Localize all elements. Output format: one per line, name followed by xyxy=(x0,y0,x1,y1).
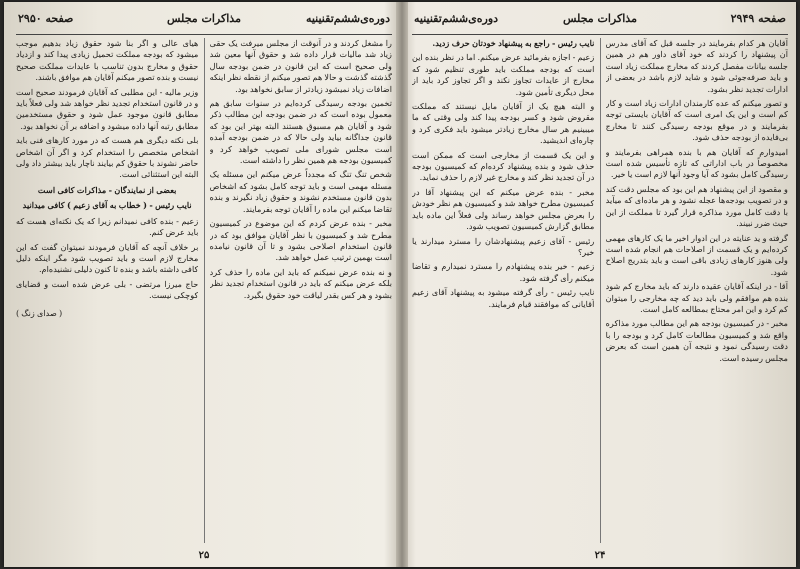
paragraph: بلی نکته دیگری هم هست که در مورد کارهای فنی باید اشخاص متخصص را استخدام کرد و اگر آن اشخاص حاضر نشوند با حقوق کم بیایند ناچار باید بیشتر داد ولی البته این استثنائی است. xyxy=(16,135,199,180)
paragraph: نایب رئیس - رأی گرفته میشود به پیشنهاد آقای زعیم آقایانی که موافقند قیام فرمایند. xyxy=(412,287,595,309)
paragraph: و تصور میکنم که عده کارمندان ادارات زیاد است و کار کم است و این یک امری است که آقایان بایستی توجه بفرمایند و در موقع بودجه رسیدگی کنند تا مخارج بی‌فایده از بودجه حذف شود. xyxy=(605,98,788,143)
interjection: بعضی از نمایندگان - مذاکرات کافی است xyxy=(37,184,177,195)
left-page-column-2 xyxy=(16,38,198,543)
right-page-title: مذاکرات مجلس xyxy=(563,12,637,25)
speaker-line: نایب رئیس - ( خطاب به آقای زعیم ) کافی میدانید xyxy=(22,200,192,211)
left-page-folio: ۲۵ xyxy=(198,550,210,561)
paragraph: حاج میرزا مرتضی - بلی عرض شده است و قضایای کوچکی نیست. xyxy=(16,278,199,301)
paragraph: وزیر مالیه - این مطلبی که آقایان فرمودند صحیح است و در قانون استخدام تجدید نظر خواهد شد ولی فعلاً باید مطابق قانون موجود عمل شود و حقوق مستخدمین مطابق رتبه آنها داده میشود و اضافه بر آن نخواهد بود. xyxy=(16,86,199,131)
paragraph: زعیم - بنده کافی نمیدانم زیرا که یک نکته‌ای هست که باید عرض کنم. xyxy=(16,215,199,238)
paragraph: مخبر - بنده عرض میکنم که این پیشنهاد آقا در کمیسیون مطرح خواهد شد و کمیسیون هم نظر خودش را بعرض مجلس خواهد رساند ولی فعلاً این ماده باید مطابق گزارش کمیسیون تصویب شود. xyxy=(412,186,595,232)
right-page-folio: ۲۴ xyxy=(594,550,606,561)
left-page-column-1 xyxy=(210,38,392,543)
left-page-columns xyxy=(16,38,392,543)
paragraph: شخص تنگ تنگ که مجدداً عرض میکنم این مسئله یک مسئله مهمی است و باید توجه کامل بشود که اشخاص بدون قانون مستخدم نشوند و حقوق زیاد نگیرند و بنده تقاضا میکنم این ماده را آقایان توجه بفرمایند. xyxy=(209,169,392,214)
paragraph: آقا - در اینکه آقایان عقیده دارند که باید مخارج کم شود بنده هم موافقم ولی باید دید که چه مخارجی را میتوان کم کرد و این امر محتاج بمطالعه کامل است. xyxy=(605,281,788,314)
paragraph: و این یک قسمت از مخارجی است که ممکن است حذف شود و بنده پیشنهاد کرده‌ام که کمیسیون بودجه در آن تجدید نظر کند و مخارج غیر لازم را حذف نماید. xyxy=(412,149,595,183)
paragraph: رئیس - آقای زعیم پیشنهادشان را مسترد میدارند یا خیر؟ xyxy=(412,235,595,257)
paragraph: هیای عالی و اگر بنا شود حقوق زیاد بدهیم موجب میشود که بودجه مملکت تحمیل زیادی پیدا کند و ازدیاد حقوق و مخارج بدون تناسب با عایدات مملکت صحیح نیست و بنده تصور میکنم آقایان هم موافق باشند. xyxy=(16,38,199,83)
right-page-session: دوره‌ی‌ششم‌تقنینیه xyxy=(414,12,499,25)
paragraph: زعیم - خیر بنده پیشنهادم را مسترد نمیدارم و تقاضا میکنم رأی گرفته شود. xyxy=(412,261,595,283)
paragraph: مخبر - در کمیسیون بودجه هم این مطالب مورد مذاکره واقع شد و کمیسیون مطالعات کامل کرد و بودجه را با دقت رسیدگی نمود و نتیجه آن همین است که بعرض مجلس رسیده است. xyxy=(605,318,788,363)
paragraph: مخبر - بنده عرض کردم که این موضوع در کمیسیون مطرح شد و کمیسیون با نظر آقایان موافق بود که در قانون استخدام اصلاحی بشود و تا آن قانون نیامده است بهمین ترتیب عمل خواهد شد. xyxy=(209,218,392,263)
left-page-session: دوره‌ی‌ششم‌تقنینیه xyxy=(305,12,390,25)
book-gutter xyxy=(396,2,408,567)
paragraph: گرفته و ید عنایته در این ادوار اخیر ما یک کارهای مهمی کرده‌ایم و یک قسمت از اصلاحات هم انجام شده است ولی هنوز کارهای زیادی باقی است و باید بتدریج اصلاح شود. xyxy=(605,232,788,277)
right-page-columns xyxy=(412,38,788,543)
right-page-number-label: صفحه ۲۹۴۹ xyxy=(730,12,786,25)
paragraph: امیدوارم که آقایان هم با بنده همراهی بفرمایند و مخصوصاً در باب اداراتی که تازه تأسیس شده است رسیدگی کامل بشود که آیا وجود آنها لازم است یا خیر. xyxy=(605,146,788,180)
column-divider xyxy=(204,38,205,543)
bell-note: ( صدای زنگ ) xyxy=(16,307,63,318)
paragraph: بر خلاف آنچه که آقایان فرمودند نمیتوان گفت که این مخارج لازم است و باید تصویب شود مگر اینکه دلیل کافی داشته باشد و بنده تا کنون دلیلی نشنیده‌ام. xyxy=(16,241,199,275)
paragraph: را مشغل کردند و در آنوقت از مجلس میرفت یک حقی زیاد شد مالیات قرار داده شد و حقوق آنها معین شد ولی صحیح است که این قانون در ضمن بودجه سال گذشته گذشت و حالا هم تصور میکنم از نقطه نظر اینکه اضافات زیاد نمیشود زیادتر از سابق نخواهد بود. xyxy=(209,38,392,94)
speaker-line: نایب رئیس - راجع به پیشنهاد خودتان حرف زدید. xyxy=(432,38,595,48)
paragraph: و مقصود از این پیشنهاد هم این بود که مجلس دقت کند و در تصویب بودجه‌ها عجله نشود و هر ماده‌ای که میآید با دقت کامل مورد مذاکره قرار گیرد تا مملکت از این حیث ضرر نبیند. xyxy=(605,183,788,229)
right-page-header xyxy=(412,8,788,35)
left-page-number-label: صفحه ۲۹۵۰ xyxy=(18,12,74,25)
right-page-column-2 xyxy=(412,38,594,543)
paragraph: و نه بنده عرض نمیکنم که باید این ماده را حذف کرد بلکه عرض میکنم که باید در قانون استخدام تجدید نظر بشود و هر کس بقدر لیاقت خود حقوق بگیرد. xyxy=(209,266,392,300)
paragraph: و البته هیچ یک از آقایان مایل نیستند که مملکت مقروض شود و کسر بودجه پیدا کند ولی وقتی که ما میبینیم هر سال مخارج زیادتر میشود باید فکری کرد و چاره‌ای اندیشید. xyxy=(412,101,595,146)
paragraph: آقایان هر کدام بفرمایند در جلسه قبل که آقای مدرس آن پیشنهاد را کردند که خود آقای داور هم در همین جلسه بیانات مفصل کردند که مخارج مملکت زیاد است و باید صرفه‌جوئی شود و شاید لازم باشد در بعضی از ادارات تجدید نظر بشود. xyxy=(605,38,788,94)
right-page-column-1 xyxy=(606,38,788,543)
book-spread xyxy=(4,2,796,567)
column-divider xyxy=(600,38,601,543)
left-page-header xyxy=(16,8,392,35)
paragraph: تخمین بودجه رسیدگی کرده‌ایم در سنوات سابق هم معمول بوده است که در ضمن بودجه این مطالب ذکر شود و آقایان هم مسبوق هستند البته بهتر این بود که قانون جداگانه بیاید ولی حالا که در ضمن بودجه آمده است مجلس شورای ملی تصویب خواهد کرد و کمیسیون بودجه هم همین نظر را داشته است. xyxy=(209,98,392,166)
left-page xyxy=(12,2,396,567)
paragraph: زعیم - اجازه بفرمائید عرض میکنم. اما در نظر بنده این است که بودجه مملکت باید طوری تنظیم شود که مخارج از عایدات تجاوز نکند و اگر تجاوز کرد باید از محل دیگری تأمین شود. xyxy=(412,52,595,97)
left-page-title: مذاکرات مجلس xyxy=(167,12,241,25)
right-page xyxy=(408,2,792,567)
